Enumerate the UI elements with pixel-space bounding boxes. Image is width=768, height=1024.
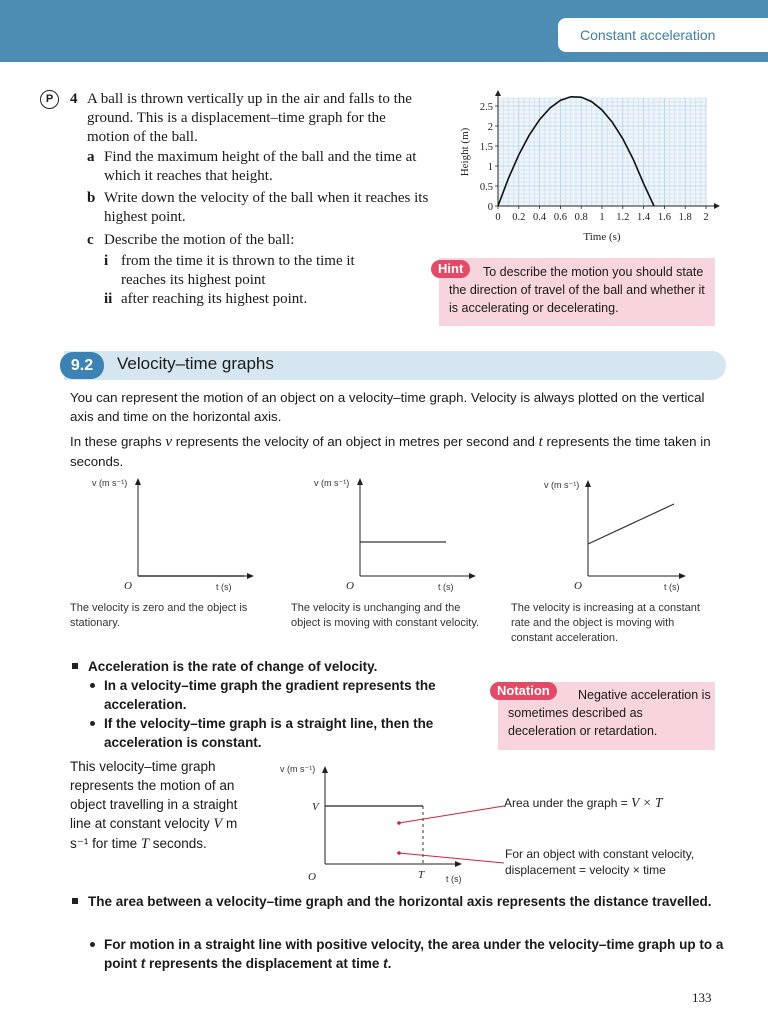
- text-run: m s⁻¹ for time: [70, 816, 238, 851]
- t-symbol: t: [140, 956, 146, 971]
- hint-box: [439, 258, 715, 326]
- displacement-time-chart: [452, 90, 722, 250]
- section-title: Velocity–time graphs: [117, 354, 274, 373]
- x-axis-arrow: [714, 203, 720, 209]
- V-symbol: V: [213, 816, 223, 832]
- origin-label: O: [124, 580, 132, 592]
- displacement-annotation: For an object with constant velocity, displacement = velocity × time: [505, 847, 695, 877]
- origin-label: O: [308, 871, 316, 883]
- page-number: 133: [692, 990, 712, 1005]
- t-axis-arrow: [455, 861, 462, 867]
- part-label: i: [104, 253, 109, 269]
- round-bullet: [90, 683, 95, 688]
- text-run: represents the velocity of an object in metres per second and: [172, 434, 539, 449]
- part-text: Find the maximum height of the ball and the time at which it reaches that height.: [104, 149, 417, 184]
- v-axis-arrow: [135, 478, 141, 485]
- t-axis-label: t (s): [446, 874, 462, 884]
- key-point: If the velocity–time graph is a straight line, then the acceleration is constant.: [104, 716, 434, 750]
- t-axis-label: t (s): [438, 582, 454, 592]
- t-symbol: t: [538, 434, 543, 450]
- chapter-title: Constant acceleration: [558, 18, 768, 52]
- t-axis-arrow: [469, 573, 476, 579]
- mini-graph-caption: The velocity is increasing at a constant rate and the object is moving with constant acceleration.: [511, 602, 700, 644]
- x-tick-label: 2: [703, 212, 709, 223]
- x-tick-label: 1: [599, 212, 605, 223]
- notation-tag: Notation: [490, 682, 557, 700]
- part-label: a: [87, 149, 95, 165]
- section-number: 9.2: [60, 352, 104, 379]
- text-run: For motion in a straight line with positive velocity, the area under the velocity–time graph up to a point: [104, 937, 724, 971]
- y-axis-title: Height (m): [459, 127, 471, 177]
- text-run: represents the displacement at time: [145, 956, 384, 971]
- text-run: In these graphs: [70, 434, 166, 449]
- text-run: seconds.: [148, 836, 207, 851]
- question-number: 4: [70, 91, 78, 107]
- part-label: b: [87, 190, 96, 206]
- origin-label: O: [346, 580, 354, 592]
- origin-label: O: [574, 580, 582, 592]
- v-axis-arrow: [322, 766, 328, 773]
- round-bullet: [90, 942, 95, 947]
- text-run: This velocity–time graph represents the motion of an object travelling in a straight line at constant velocity: [70, 759, 238, 831]
- t-axis-arrow: [247, 573, 254, 579]
- x-tick-label: 0: [495, 212, 501, 223]
- y-axis-arrow: [495, 90, 501, 96]
- hint-text: To describe the motion you should state the direction of travel of the ball and whether it is accelerating or decelerating.: [449, 265, 705, 315]
- v-axis-arrow: [585, 480, 591, 487]
- t-symbol: t: [383, 956, 388, 971]
- key-point: The area between a velocity–time graph and the horizontal axis represents the distance travelled.: [88, 894, 712, 909]
- v-axis-arrow: [357, 478, 363, 485]
- mini-graph-caption: The velocity is unchanging and the object is moving with constant velocity.: [291, 602, 480, 629]
- t-axis-arrow: [679, 573, 686, 579]
- T-tick-label: T: [418, 869, 425, 881]
- area-annotation: [504, 795, 724, 811]
- x-tick-label: 0.6: [553, 212, 567, 223]
- example-text: [70, 757, 242, 854]
- mini-graph-zero-velocity: [90, 476, 260, 596]
- notation-box: [498, 682, 715, 750]
- y-tick-label: 1: [487, 162, 493, 173]
- part-text: Describe the motion of the ball:: [104, 232, 295, 248]
- mini-graph-caption: The velocity is zero and the object is stationary.: [70, 602, 248, 629]
- y-tick-label: 1.5: [479, 142, 493, 153]
- hint-tag: Hint: [431, 260, 470, 278]
- text-run: represents the time taken in seconds.: [70, 434, 711, 469]
- annotation-pointer: [399, 853, 504, 863]
- square-bullet: [72, 663, 78, 669]
- key-point: Acceleration is the rate of change of velocity.: [88, 659, 378, 674]
- problem-solving-badge: P: [40, 90, 59, 109]
- x-axis-title: Time (s): [583, 231, 621, 243]
- v-axis-label: v (m s⁻¹): [544, 480, 580, 490]
- x-tick-label: 0.8: [574, 212, 588, 223]
- t-axis-label: t (s): [216, 582, 232, 592]
- key-point: In a velocity–time graph the gradient represents the acceleration.: [104, 678, 436, 712]
- y-tick-label: 2: [487, 122, 493, 133]
- header-bar: [0, 0, 768, 62]
- v-symbol: v: [165, 434, 173, 450]
- mini-graph-constant-acceleration: [542, 476, 712, 596]
- intro-paragraph-2: [70, 432, 720, 471]
- part-text: Write down the velocity of the ball when it reaches its highest point.: [104, 190, 429, 225]
- T-symbol: T: [140, 836, 149, 852]
- mini-graph-constant-velocity: [312, 476, 482, 596]
- v-axis-label: v (m s⁻¹): [314, 478, 350, 488]
- V-times-T: V × T: [631, 795, 663, 810]
- part-text: after reaching its highest point.: [121, 291, 308, 307]
- v-axis-label: v (m s⁻¹): [280, 764, 316, 774]
- velocity-line: [588, 504, 674, 544]
- part-label: ii: [104, 291, 113, 307]
- notation-text: Negative acceleration is sometimes described as deceleration or retardation.: [508, 688, 711, 738]
- key-point: [104, 935, 728, 973]
- y-tick-label: 0: [487, 202, 493, 213]
- intro-paragraph-1: You can represent the motion of an object on a velocity–time graph. Velocity is always plotted on the vertical axis and time on the horizontal axis.: [70, 390, 705, 424]
- x-tick-label: 1.6: [657, 212, 671, 223]
- x-tick-label: 0.4: [533, 212, 547, 223]
- round-bullet: [90, 721, 95, 726]
- x-tick-label: 1.4: [637, 212, 651, 223]
- x-tick-label: 1.8: [678, 212, 692, 223]
- question-stem: A ball is thrown vertically up in the air and falls to the ground. This is a displacement–time graph for the motion of the ball.: [87, 91, 412, 145]
- part-label: c: [87, 232, 94, 248]
- V-tick-label: V: [312, 801, 319, 813]
- y-tick-label: 2.5: [479, 102, 493, 113]
- annotation-pointer: [399, 806, 504, 823]
- y-tick-label: 0.5: [479, 182, 493, 193]
- square-bullet: [72, 898, 78, 904]
- t-axis-label: t (s): [664, 582, 680, 592]
- part-text: from the time it is thrown to the time it reaches its highest point: [121, 253, 355, 288]
- v-axis-label: v (m s⁻¹): [92, 478, 128, 488]
- annotation-dot: [397, 821, 401, 825]
- text-run: .: [387, 956, 392, 971]
- annotation-dot: [397, 851, 401, 855]
- x-tick-label: 0.2: [512, 212, 526, 223]
- text-run: Area under the graph =: [504, 796, 632, 810]
- x-tick-label: 1.2: [616, 212, 630, 223]
